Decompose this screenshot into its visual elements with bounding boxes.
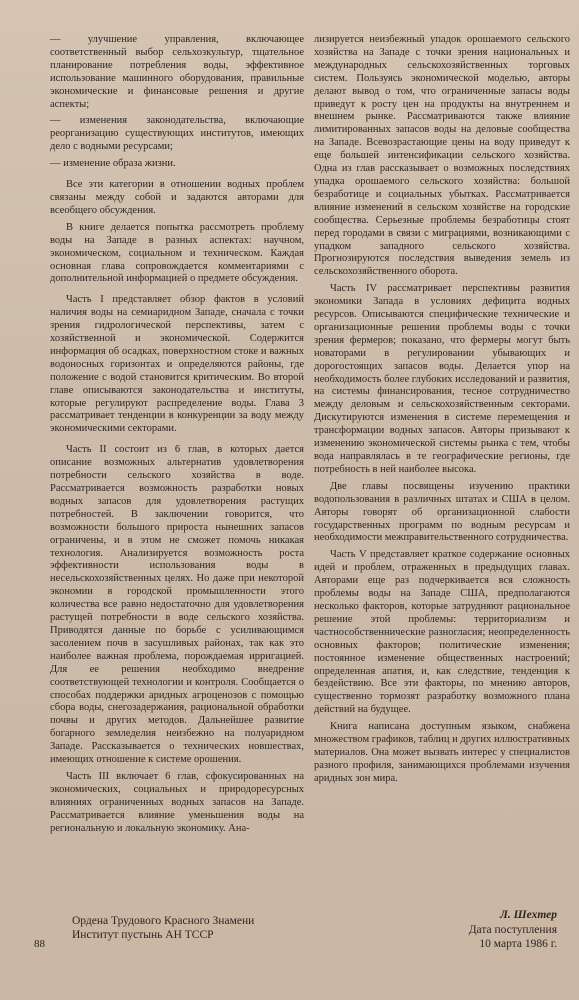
publisher-line-1: Ордена Трудового Красного Знамени [72,915,255,927]
body-paragraph: Часть I представляет обзор фактов в условий наличия воды на семиаридном Западе, сначала с точки зрения гидрологической перспективы, затем с хозяйственной и экономической. Содержится информация об осадках, поверхностном стоке и важных водоносных горизонтах и определяются районы, где положение с водой становится критическим. Во второй главе описываются законодательства и институты, которые регулируют распределение воды. Глава 3 рассматривает тенденции в конкуренции за воду между экономическими секторами. [50,294,304,435]
body-paragraph: Две главы посвящены изучению практики водопользования в различных штатах и США в целом. Авторы говорят об организационной слабости государственных программ по водным ресурсам и необходимости межправительственного сотрудничества. [314,480,570,544]
page-number: 88 [34,938,45,950]
received-label: Дата поступления [468,924,557,936]
list-paragraph: — изменения законодательства, включающие реорганизацию существующих институтов, имеющих дело с водными ресурсами; [50,115,304,153]
received-date: 10 марта 1986 г. [479,938,557,950]
left-text-column [50,34,304,839]
body-paragraph: Книга написана доступным языком, снабжена множеством графиков, таблиц и других иллюстративных материалов. Она может вызвать интерес у специалистов разного профиля, занимающихся проблемами изучения аридных зон мира. [314,721,570,784]
body-paragraph: Часть III включает 6 глав, сфокусированных на экономических, социальных и природоресурсных влияниях ограниченных водных запасов на Западе. Рассматривается влияние уменьшения воды на региональную и локальную экономику. Ана- [50,770,304,834]
author-name: Л. Шехтер [500,909,557,921]
body-paragraph: Часть IV рассматривает перспективы развития экономики Запада в условиях дефицита водных ресурсов. Описываются специфические технические и организационные решения проблемы воды с точки зрения фермеров; показано, что фермеры могут быть новаторами в регулировании убывающих и дорогостоящих запасов воды. Делается упор на необходимость более глубоких исследований и развития, на системы финансирования, тесное сотрудничество между деловым и сельскохозяйственным секторами. Дискутируются изменения в системе перемещения и трансформации водных запасов. Авторы призывают к изменению экономической системы рынка с тем, чтобы вода направлялась в те географические регионы, где потребность в ней наиболее высока. [314,283,570,475]
publisher-block [72,914,302,942]
body-paragraph: В книге делается попытка рассмотреть проблему воды на Западе в разных аспектах: научном, экономическом, социальном и техническом. Каждая основная глава сопровождается комментариями с дополнительной информацией о предмете обсуждения. [50,221,304,285]
list-paragraph: — изменение образа жизни. [50,158,176,170]
right-text-column [314,34,570,790]
body-paragraph: Все эти категории в отношении водных проблем связаны между собой и задаются авторами для всеобщего обсуждения. [50,179,304,216]
body-paragraph: Часть V представляет краткое содержание основных идей и проблем, отраженных в предыдущих главах. Авторами еще раз подчеркивается вся сложность проблемы воды на Западе США, предполагаются несколько факторов, которые затрудняют рациональное решение этой проблемы: территориализм и частнособственнические разногласия; неопределенность основных факторов; политические изменения; постоянное изменение общественных настроений; определенная апатия, и, как следствие, тенденция к бездействию. Все эти факторы, по мнению авторов, существенно тормозят разработку возможного плана действий на будущее. [314,549,570,716]
list-paragraph: лизируется неизбежный упадок орошаемого сельского хозяйства на Западе с точки зрения национальных и международных сельскохозяйственных торговых систем. Пользуясь экономической моделью, авторы делают вывод о том, что ограниченные запасы воды приведут к росту цен на продукты на внутреннем и внешнем рынке. Рассматриваются также влияние лимитированных запасов воды на деловые сообщества на Западе. Всевозрастающие цены на воду приведут к еще большей интенсификации сельского хозяйства. Одна из глав рассказывает о возможных последствиях упадка орошаемого сельского хозяйства: большой безработице и социальных убытках. Рассматривается влияние изменений в сельском хозяйстве на городские сообщества. Серьезные проблемы безработицы стоят перед городами в связи с миграциями, возникающими с упадком западного сельского хозяйства. Прогнозируются последствия выведения земель из сельскохозяйственного оборота. [314,34,570,278]
body-paragraph: Часть II состоит из 6 глав, в которых дается описание возможных альтернатив удовлетворения потребности сельского хозяйства в воде. Рассматривается возможность разработки новых водных запасов для удовлетворения растущих потребностей. В заключении говорится, что возможности большого прироста нынешних запасов ограничены, и в этом не сможет помочь никакая технология. Анализируется возможность роста эффективности использования воды в несельскохозяйственных целях. Но даже при некоторой экономии в городской промышленности этого количества все равно недостаточно для удовлетворения растущей потребности в воде сельского хозяйства. Приводятся данные по борьбе с усиливающимся засолением почв в засушливых районах, так как это наиболее важная проблема, порождаемая ирригацией. Для ее решения необходимо внедрение соответствующей технологии и контроля. Сообщается о способах поддержки аридных агроценозов с помощью сбора воды, снегозадержания, рациональной обработки почвы и других методов. Дальнейшее развитие богарного земледелия неизбежно на полуаридном Западе. Рассказывается о технических новшествах, имеющих отношение к системе орошения. [50,444,304,766]
review-signature [469,908,557,951]
publisher-line-2: Институт пустынь АН ТССР [72,929,214,941]
list-paragraph: — улучшение управления, включающее соответственный выбор сельхозкультур, тщательное планирование потребления воды, эффективное использование машинного оборудования, правильные экономические и финансовые решения и другие аспекты; [50,34,304,110]
